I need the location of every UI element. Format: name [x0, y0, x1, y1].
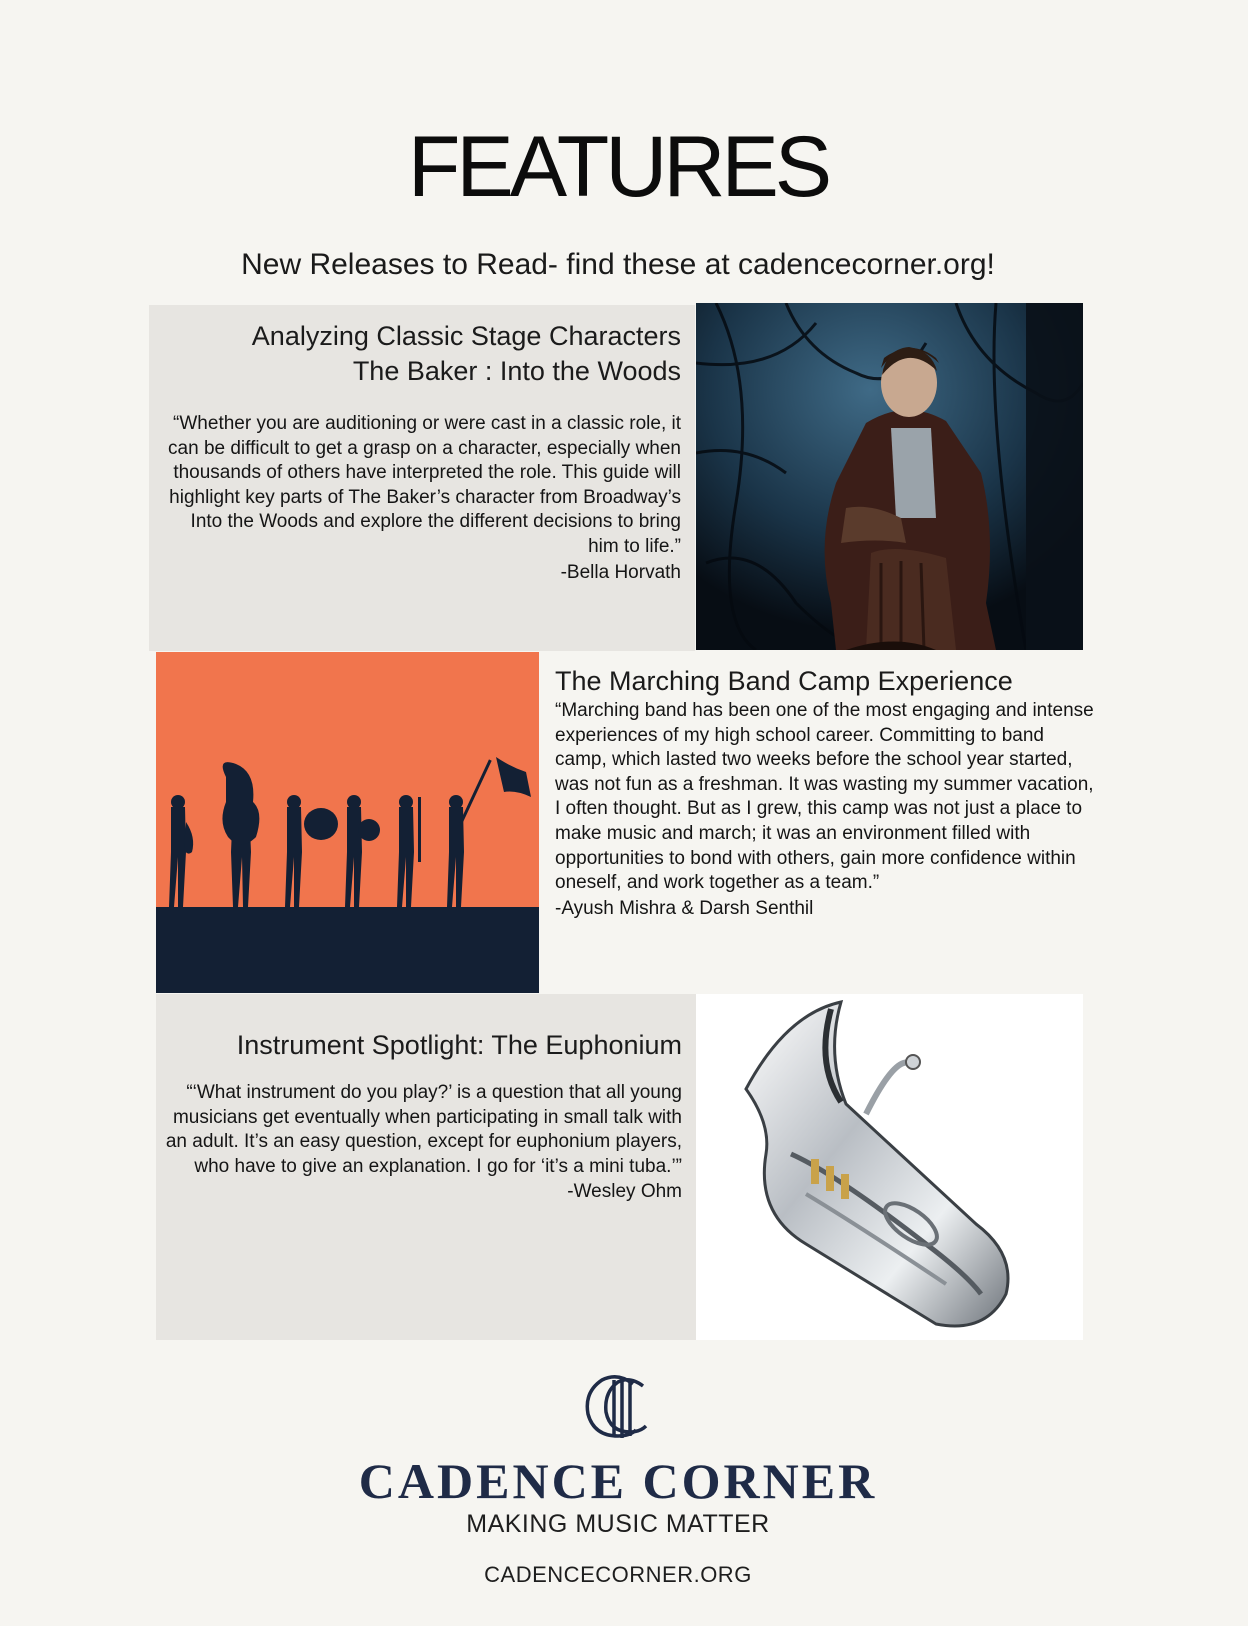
feature-euphonium-author: -Wesley Ohm [567, 1181, 682, 1203]
feature-baker-author: -Bella Horvath [560, 561, 681, 583]
marching-band-illustration [156, 652, 539, 993]
feature-baker-title-line2: The Baker : Into the Woods [352, 356, 681, 386]
cadence-corner-logo-icon [578, 1372, 658, 1444]
brand-tagline: MAKING MUSIC MATTER [466, 1510, 770, 1538]
page-subtitle: New Releases to Read- find these at cadencecorner.org! [241, 248, 995, 281]
feature-band-camp-quote: “Marching band has been one of the most engaging and intense experiences of my high school career. Committing to band camp, which lasted two weeks before the school year started, was not fun as a freshman. It was wasting my summer vacation, I often thought. But as I grew, this camp was not just a place to make music and march; it was an environment filled with opportunities to bond with others, gain more confidence within oneself, and work together as a team.” [555, 700, 1094, 894]
page-title: FEATURES [407, 119, 829, 215]
feature-baker-quote: “Whether you are auditioning or were cast in a classic role, it can be difficult to get a grasp on a character, especially when thousands of others have interpreted the role. This guide will highlight key parts of The Baker’s character from Broadway’s Into the Woods and explore the different decisions to bring him to life.” [168, 413, 681, 557]
feature-baker-panel [149, 305, 695, 651]
feature-band-camp [555, 664, 1095, 921]
feature-band-camp-author: -Ayush Mishra & Darsh Senthil [555, 897, 814, 919]
feature-euphonium-title: Instrument Spotlight: The Euphonium [236, 1030, 682, 1060]
euphonium-photo [696, 994, 1083, 1340]
feature-euphonium-panel [156, 994, 696, 1340]
feature-band-camp-title: The Marching Band Camp Experience [555, 666, 1013, 696]
feature-baker-title-line1: Analyzing Classic Stage Characters [251, 321, 681, 351]
baker-photo [696, 303, 1083, 650]
brand-name: CADENCE CORNER [358, 1453, 878, 1509]
website-url: CADENCECORNER.ORG [484, 1562, 752, 1587]
feature-euphonium-quote: “‘What instrument do you play?’ is a question that all young musicians get eventually when participating in small talk with an adult. It’s an easy question, except for euphonium players, who have to give an explanation. I go for ‘it’s a mini tuba.’” [165, 1082, 682, 1177]
